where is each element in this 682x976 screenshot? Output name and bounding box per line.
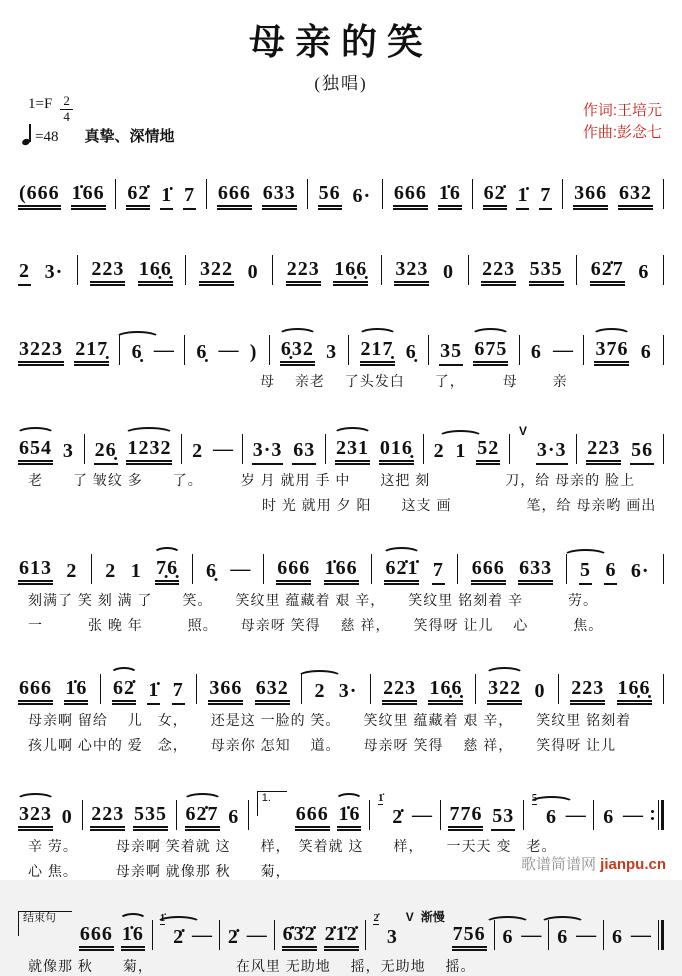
note-group: 3 <box>326 341 338 363</box>
expression-text: 真挚、深情地 <box>84 128 175 145</box>
note-group: 62̇7 <box>590 259 625 286</box>
duration-dash: — <box>565 804 586 826</box>
barline <box>365 920 366 950</box>
note-group: 7 <box>432 560 445 585</box>
barline <box>206 179 207 209</box>
lyrics-line: 一 张 晚 年 照。 母亲呀 笑得 慈 祥， 笑得呀 让儿 心 焦。 <box>28 617 604 633</box>
notation-row <box>18 791 664 831</box>
note-group: 53 <box>491 806 515 831</box>
note-group: 6 <box>612 926 623 948</box>
barline <box>371 554 372 584</box>
note-group: 6 <box>545 807 558 831</box>
note-group: 666 <box>471 558 506 585</box>
note-group: 6 <box>640 341 652 363</box>
note-group: 2̇ <box>172 927 185 951</box>
note-group: 6 <box>603 806 615 828</box>
note-group: 62̇ <box>112 678 136 705</box>
notation-row <box>18 545 664 585</box>
note-group: 3·3 <box>252 440 284 465</box>
note-group: 3 <box>386 926 398 948</box>
notation-row <box>18 425 664 465</box>
final-barline <box>658 920 664 950</box>
duration-dash: — <box>622 804 643 826</box>
note-group: 0 <box>247 261 259 283</box>
note-group: 666 <box>18 678 53 705</box>
note-group: 366 <box>573 183 608 210</box>
barline <box>248 800 249 830</box>
note-group: 7 <box>183 185 196 210</box>
note-group: 2 <box>18 261 31 286</box>
note-group: 1̇66 <box>71 183 106 210</box>
note-group: 1̇6 <box>121 924 145 951</box>
duration-dash: — <box>213 438 234 460</box>
duration-dash: — <box>553 339 574 361</box>
duration-dash: — <box>411 804 432 826</box>
note-group: 1̇6 <box>337 804 361 831</box>
barline <box>184 335 185 365</box>
barline <box>603 920 604 950</box>
note-group: ) <box>249 341 258 363</box>
note-group: 16̣6̣ <box>617 678 652 705</box>
tempo-annotation: 渐慢 <box>420 910 445 924</box>
barline <box>457 554 458 584</box>
note-group: 6̇3̇2̇ <box>282 924 317 951</box>
tempo-value: =48 <box>35 129 59 145</box>
watermark <box>521 853 666 874</box>
barline <box>152 920 153 950</box>
barline <box>242 434 243 464</box>
note-group: 6̣ <box>405 341 417 363</box>
barline <box>192 554 193 584</box>
note-group: 16̣6̣ <box>333 259 368 286</box>
barline <box>100 674 101 704</box>
note-group: 6 <box>604 560 617 585</box>
barline <box>84 434 85 464</box>
note-group: 62̇7 <box>185 804 220 831</box>
barline <box>562 179 563 209</box>
barline <box>369 800 370 830</box>
barline <box>77 255 78 285</box>
note-group: 1̇ <box>147 680 160 705</box>
note-group: 2 <box>66 560 78 582</box>
duration-dash: — <box>230 558 251 580</box>
lyrics-line: 母亲啊 留给 儿 女， 还是这 一脸的 笑。 笑纹里 蕴藏着 艰 辛， 笑纹里 铭刻着 <box>28 712 632 728</box>
grace-note: 5 <box>531 792 538 804</box>
note-group: 1232 <box>126 438 172 465</box>
note-group: 63 <box>292 440 316 465</box>
note-group: 62̇1̇ <box>384 558 419 585</box>
note-group: 323 <box>394 259 429 286</box>
barline <box>663 179 664 209</box>
barline <box>593 800 594 830</box>
note-group: 1̇66 <box>324 558 359 585</box>
note-group: 0 <box>61 806 73 828</box>
note-group: 2̇1̇2̇ <box>324 924 359 951</box>
note-group: 6̣ <box>205 560 217 582</box>
note-group: 6· <box>352 185 372 207</box>
note-group: 223 <box>481 259 516 286</box>
lyrics-line: 母 亲老 了头发白 了， 母 亲 <box>260 373 568 389</box>
notation-row <box>18 665 664 705</box>
barline <box>663 434 664 464</box>
barline <box>185 255 186 285</box>
note-group: 16̣6̣ <box>138 259 173 286</box>
notation-row <box>18 326 664 366</box>
barline-thick <box>661 920 664 950</box>
note-group: 535 <box>133 804 168 831</box>
note-group: 26̣ <box>94 440 118 465</box>
note-group: 2 <box>313 681 326 705</box>
note-group: 2 <box>105 560 117 582</box>
note-group: 1 <box>130 560 142 582</box>
duration-dash: — <box>576 924 597 946</box>
note-group: 5 <box>579 560 592 585</box>
note-group: 223 <box>90 259 125 286</box>
note-group: 666 <box>295 804 330 831</box>
meter-numerator: 2 <box>63 93 70 108</box>
barline <box>274 920 275 950</box>
system-line <box>18 911 664 976</box>
lyricist-credit: 作词:王培元 <box>582 102 662 119</box>
barline <box>370 674 371 704</box>
system-line <box>18 326 664 391</box>
barline <box>440 800 441 830</box>
note-group: 7̣6̣ <box>155 558 179 585</box>
note-group: 1̇ <box>160 185 173 210</box>
note-group: 16̣6̣ <box>428 678 463 705</box>
barline <box>181 434 182 464</box>
watermark-site-name: 歌谱简谱网 <box>520 856 596 873</box>
barline <box>269 335 270 365</box>
note-group: 776 <box>448 804 483 831</box>
barline <box>663 255 664 285</box>
duration-dash: — <box>521 924 542 946</box>
key-label: 1=F <box>28 96 53 112</box>
note-group: 3·3 <box>536 440 568 465</box>
note-group: 613 <box>18 558 53 585</box>
note-group: 56 <box>318 183 342 210</box>
barline <box>428 335 429 365</box>
note-group: 3· <box>338 680 358 702</box>
duration-dash: — <box>192 924 213 946</box>
song-title: 母亲的笑 <box>248 22 433 62</box>
barline <box>576 255 577 285</box>
time-signature <box>60 94 73 125</box>
repeat-dots <box>651 810 654 820</box>
duration-dash: — <box>630 924 651 946</box>
note-group: 6̣ <box>131 342 144 366</box>
lyrics-line: 心 焦。 母亲啊 就像那 秋 菊， <box>28 863 291 879</box>
note-group: 231 <box>335 438 370 465</box>
quarter-note-icon <box>22 124 33 146</box>
volta-bracket: 结束句 <box>18 911 72 936</box>
barline <box>663 674 664 704</box>
note-group: 2 <box>433 440 445 462</box>
barline <box>509 434 510 464</box>
barline <box>576 434 577 464</box>
system-line <box>18 665 664 755</box>
grace-note: 1̇ <box>377 792 384 804</box>
note-group: 6̣ <box>196 341 208 363</box>
note-group: 223 <box>382 678 417 705</box>
watermark-url-link[interactable]: jianpu.cn <box>600 856 666 873</box>
duration-dash: — <box>153 339 174 361</box>
note-group: 666 <box>393 183 428 210</box>
repeat-barline <box>651 800 664 830</box>
note-group: 632 <box>255 678 290 705</box>
note-group: 2̇ <box>227 926 239 948</box>
tempo-row <box>22 124 174 146</box>
barline-thin <box>658 800 659 830</box>
note-group: 1̇ <box>516 185 529 210</box>
barline <box>519 335 520 365</box>
note-group: 323 <box>18 804 53 831</box>
note-group: 62̇ <box>483 183 507 210</box>
duration-dash: — <box>218 339 239 361</box>
note-group: 3 <box>62 440 74 462</box>
note-group: 52 <box>476 438 500 465</box>
note-group: 3223 <box>18 339 64 366</box>
barline <box>382 179 383 209</box>
lyrics-line: 孩儿啊 心中的 爱 念， 母亲你 怎知 道。 母亲呀 笑得 慈 祥， 笑得呀 让儿 <box>28 737 617 753</box>
barline <box>523 800 524 830</box>
credits <box>583 100 662 144</box>
notation-row <box>18 170 664 210</box>
notation-row <box>18 246 664 286</box>
note-group: 6· <box>630 560 650 582</box>
note-group: 666 <box>217 183 252 210</box>
barline <box>82 800 83 830</box>
barline <box>348 335 349 365</box>
note-group: 62̇ <box>126 183 150 210</box>
note-group: 6 <box>228 806 240 828</box>
breath-mark: V <box>519 424 528 438</box>
lyrics-line: 就像那 秋 菊， 在风里 无助地 摇，无助地 摇。 <box>28 958 476 974</box>
note-group: 7 <box>172 680 185 705</box>
barline <box>196 674 197 704</box>
barline <box>272 255 273 285</box>
note-group: 223 <box>286 259 321 286</box>
note-group: 56 <box>630 440 654 465</box>
barline <box>115 179 116 209</box>
note-group: 1̇6 <box>64 678 88 705</box>
barline <box>219 920 220 950</box>
note-group: 366 <box>208 678 243 705</box>
duration-dash: — <box>246 924 267 946</box>
note-group: 666 <box>79 924 114 951</box>
barline <box>91 554 92 584</box>
barline <box>423 434 424 464</box>
note-group: 0 <box>534 680 546 702</box>
barline <box>663 335 664 365</box>
note-group: 666 <box>276 558 311 585</box>
note-group: 6 <box>556 927 569 951</box>
meter-denominator: 4 <box>60 109 73 125</box>
lyrics-line: 刻满了 笑 刻 满 了 笑。 笑纹里 蕴藏着 艰 辛， 笑纹里 铭刻着 辛 劳。 <box>28 592 599 608</box>
note-group: 0 <box>442 261 454 283</box>
barline <box>325 434 326 464</box>
note-group: 654 <box>18 438 53 465</box>
note-group: 6 <box>530 341 542 363</box>
barline <box>583 335 584 365</box>
barline <box>263 554 264 584</box>
barline <box>558 674 559 704</box>
note-group: 6̣32 <box>280 339 315 366</box>
grace-note: 2̇ <box>373 912 379 924</box>
grace-note: 1̇ <box>159 912 166 924</box>
notation-row <box>18 911 664 951</box>
note-group: 756 <box>452 924 487 951</box>
system-line <box>18 170 664 210</box>
lyrics-line: 辛 劳。 母亲啊 笑着就 这 样， 笑着就 这 样， 一天天 变 老。 <box>28 838 557 854</box>
barline <box>307 179 308 209</box>
volta-bracket: 1. <box>257 791 287 816</box>
note-group: 223 <box>570 678 605 705</box>
barline <box>663 554 664 584</box>
note-group: 675 <box>473 339 508 366</box>
note-group: 35 <box>439 341 463 366</box>
breath-mark: V <box>405 910 414 924</box>
note-group: 1 <box>454 441 467 465</box>
note-group: 6 <box>638 261 650 283</box>
composer-credit: 作曲:彭念七 <box>582 123 662 141</box>
note-group: 322 <box>487 678 522 705</box>
note-group: 376 <box>594 339 629 366</box>
note-group: 1̇6 <box>438 183 462 210</box>
note-group: 6 <box>501 927 514 951</box>
barline <box>472 179 473 209</box>
note-group: 217̣ <box>360 339 395 366</box>
barline <box>381 255 382 285</box>
note-group: 322 <box>199 259 234 286</box>
barline-thick <box>661 800 664 830</box>
note-group: 2̇ <box>392 806 404 828</box>
note-group: 223 <box>586 438 621 465</box>
note-group: 535 <box>529 259 564 286</box>
song-subtitle: (独唱) <box>314 74 368 93</box>
note-group: 633 <box>518 558 553 585</box>
system-line <box>18 246 664 286</box>
note-group: 7 <box>539 185 552 210</box>
system-line <box>18 425 664 515</box>
note-group: 2 <box>192 440 204 462</box>
barline <box>176 800 177 830</box>
key-signature <box>28 93 73 125</box>
barline <box>468 255 469 285</box>
lyrics-line: 时 光 就用 夕 阳 这支 画 笔，给 母亲哟 画出 <box>262 497 657 513</box>
note-group: 3· <box>44 261 64 283</box>
note-group: 223 <box>90 804 125 831</box>
note-group: 016̣ <box>379 438 414 465</box>
lyrics-line: 老 了 皱纹 多 了。 岁 月 就用 手 中 这把 刻 刀，给 母亲的 脸上 <box>28 472 636 488</box>
system-line <box>18 545 664 635</box>
note-group: 633 <box>262 183 297 210</box>
barline <box>475 674 476 704</box>
note-group: (666 <box>18 183 61 210</box>
barline-thin <box>658 920 659 950</box>
header-meta <box>18 93 664 152</box>
note-group: 217̣ <box>74 339 109 366</box>
note-group: 632 <box>618 183 653 210</box>
